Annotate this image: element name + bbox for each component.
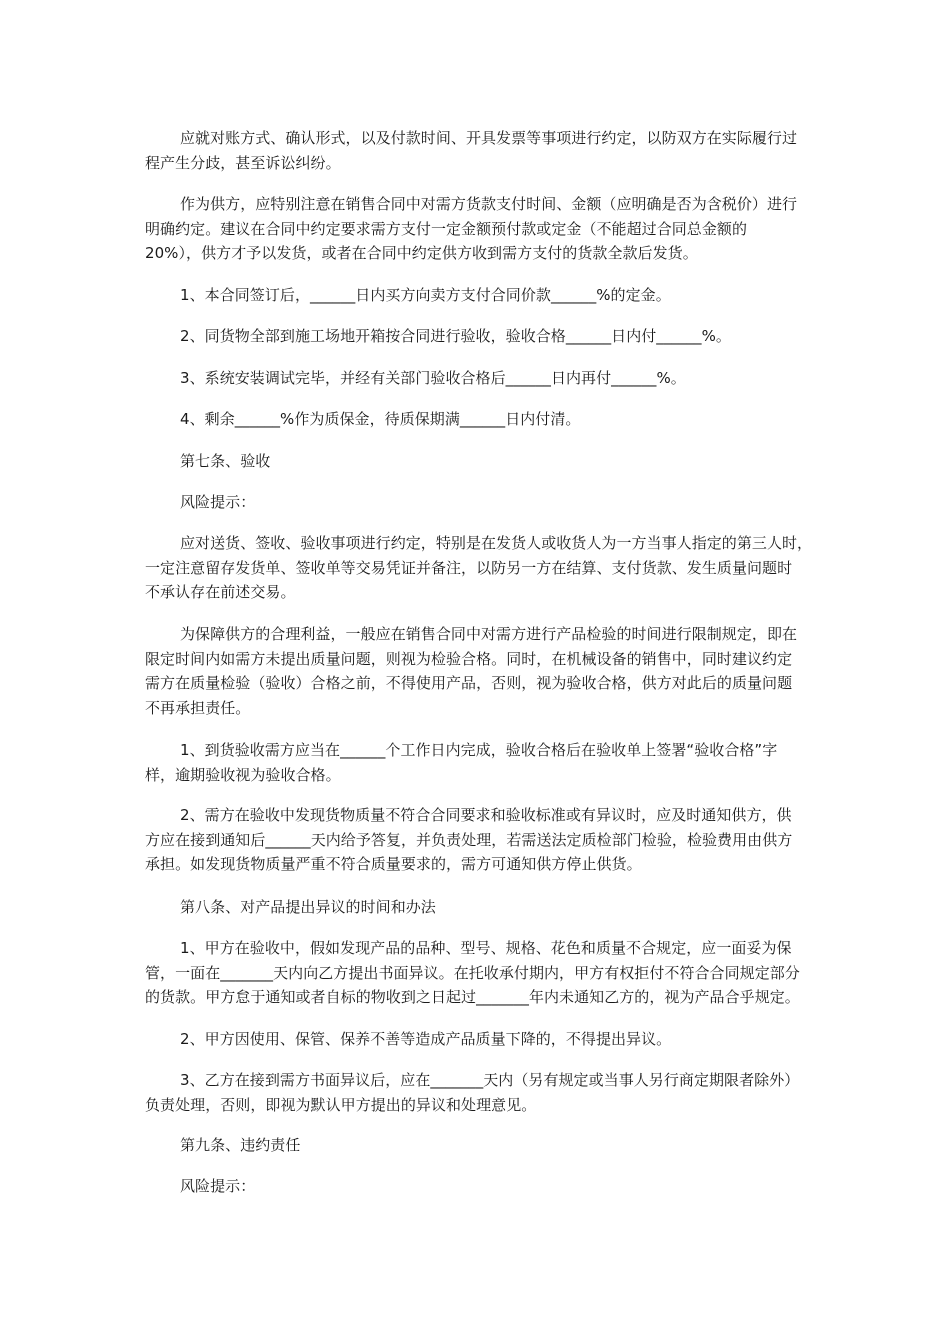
paragraph-line: 不承认存在前述交易。 (145, 583, 296, 601)
paragraph-line: 作为供方，应特别注意在销售合同中对需方货款支付时间、金额（应明确是否为含税价）进行 (180, 195, 798, 213)
paragraph-line: 1、到货验收需方应当在______个工作日内完成，验收合格后在验收单上签署“验收合格”字 (180, 741, 778, 759)
paragraph-reconciliation (145, 126, 810, 175)
section-heading: 第八条、对产品提出异议的时间和办法 (180, 898, 436, 916)
paragraph-inspection-time (145, 622, 810, 720)
paragraph-line: 程产生分歧，甚至诉讼纠纷。 (145, 153, 341, 172)
risk-note-label-2 (145, 1174, 810, 1199)
risk-note: 风险提示： (180, 493, 256, 511)
paragraph-line: 限定时间内如需方未提出质量问题，则视为检验合格。同时，在机械设备的销售中，同时建议约定 (145, 649, 793, 668)
risk-note-label (145, 490, 810, 515)
paragraph-line: 4、剩余______%作为质保金，待质保期满______日内付清。 (180, 410, 581, 428)
section-heading: 第七条、验收 (180, 452, 271, 470)
paragraph-line: 1、甲方在验收中，假如发现产品的品种、型号、规格、花色和质量不合规定，应一面妥为保 (180, 939, 792, 957)
paragraph-line: 2、需方在验收中发现货物质量不符合合同要求和验收标准或有异议时，应及时通知供方，供 (180, 806, 792, 824)
paragraph-line: 样，逾期验收视为验收合格。 (145, 765, 341, 784)
paragraph-line: 应就对账方式、确认形式，以及付款时间、开具发票等事项进行约定，以防双方在实际履行过 (180, 129, 798, 147)
clause-arrival-inspection (145, 738, 810, 787)
paragraph-line: 方应在接到通知后______天内给予答复，并负责处理，若需送法定质检部门检验，检验费用由供方 (145, 830, 793, 849)
paragraph-line: 2、甲方因使用、保管、保养不善等造成产品质量下降的，不得提出异议。 (180, 1030, 672, 1048)
paragraph-line: 3、系统安装调试完毕，并经有关部门验收合格后______日内再付______%。 (180, 369, 686, 387)
clause-seller-handling (145, 1068, 810, 1117)
paragraph-line: 一定注意留存发货单、签收单等交易凭证并备注，以防另一方在结算、支付货款、发生质量问题时 (145, 558, 793, 577)
clause-deposit (145, 283, 810, 308)
section-heading: 第九条、违约责任 (180, 1136, 301, 1154)
clause-improper-use (145, 1027, 810, 1052)
paragraph-line: 20%），供方才予以发货，或者在合同中约定供方收到需方支付的货款全款后发货。 (145, 244, 698, 262)
paragraph-line: 承担。如发现货物质量严重不符合质量要求的，需方可通知供方停止供货。 (145, 855, 642, 873)
section-heading-article-8 (145, 895, 810, 920)
paragraph-line: 2、同货物全部到施工场地开箱按合同进行验收，验收合格______日内付______%。 (180, 327, 731, 345)
paragraph-line: 应对送货、签收、验收事项进行约定，特别是在发货人或收货人为一方当事人指定的第三人时， (180, 534, 813, 552)
paragraph-line: 管，一面在_______天内向乙方提出书面异议。在托收承付期内，甲方有权拒付不符合合同规定部分 (145, 963, 800, 982)
clause-acceptance-payment (145, 324, 810, 349)
clause-installation-payment (145, 366, 810, 391)
paragraph-line: 需方在质量检验（验收）合格之前，不得使用产品，否则，视为验收合格，供方对此后的质量问题 (145, 674, 793, 692)
clause-retention (145, 407, 810, 432)
section-heading-article-9 (145, 1133, 810, 1158)
section-heading-article-7 (145, 449, 810, 474)
paragraph-line: 3、乙方在接到需方书面异议后，应在_______天内（另有规定或当事人另行商定期限者除外） (180, 1071, 800, 1089)
risk-note: 风险提示： (180, 1177, 256, 1195)
paragraph-delivery-receipt (145, 531, 813, 605)
paragraph-line: 1、本合同签订后，______日内买方向卖方支付合同价款______%的定金。 (180, 286, 671, 304)
paragraph-line: 为保障供方的合理利益，一般应在销售合同中对需方进行产品检验的时间进行限制规定，即在 (180, 625, 798, 643)
clause-quality-objection (145, 803, 810, 877)
paragraph-line: 的货款。甲方怠于通知或者自标的物收到之日起过_______年内未通知乙方的，视为产品合乎规定。 (145, 988, 800, 1006)
clause-buyer-objection (145, 936, 810, 1010)
paragraph-line: 不再承担责任。 (145, 698, 251, 717)
paragraph-line: 明确约定。建议在合同中约定要求需方支付一定金额预付款或定金（不能超过合同总金额的 (145, 219, 748, 238)
paragraph-payment-terms (145, 192, 810, 266)
paragraph-line: 负责处理，否则，即视为默认甲方提出的异议和处理意见。 (145, 1095, 537, 1114)
